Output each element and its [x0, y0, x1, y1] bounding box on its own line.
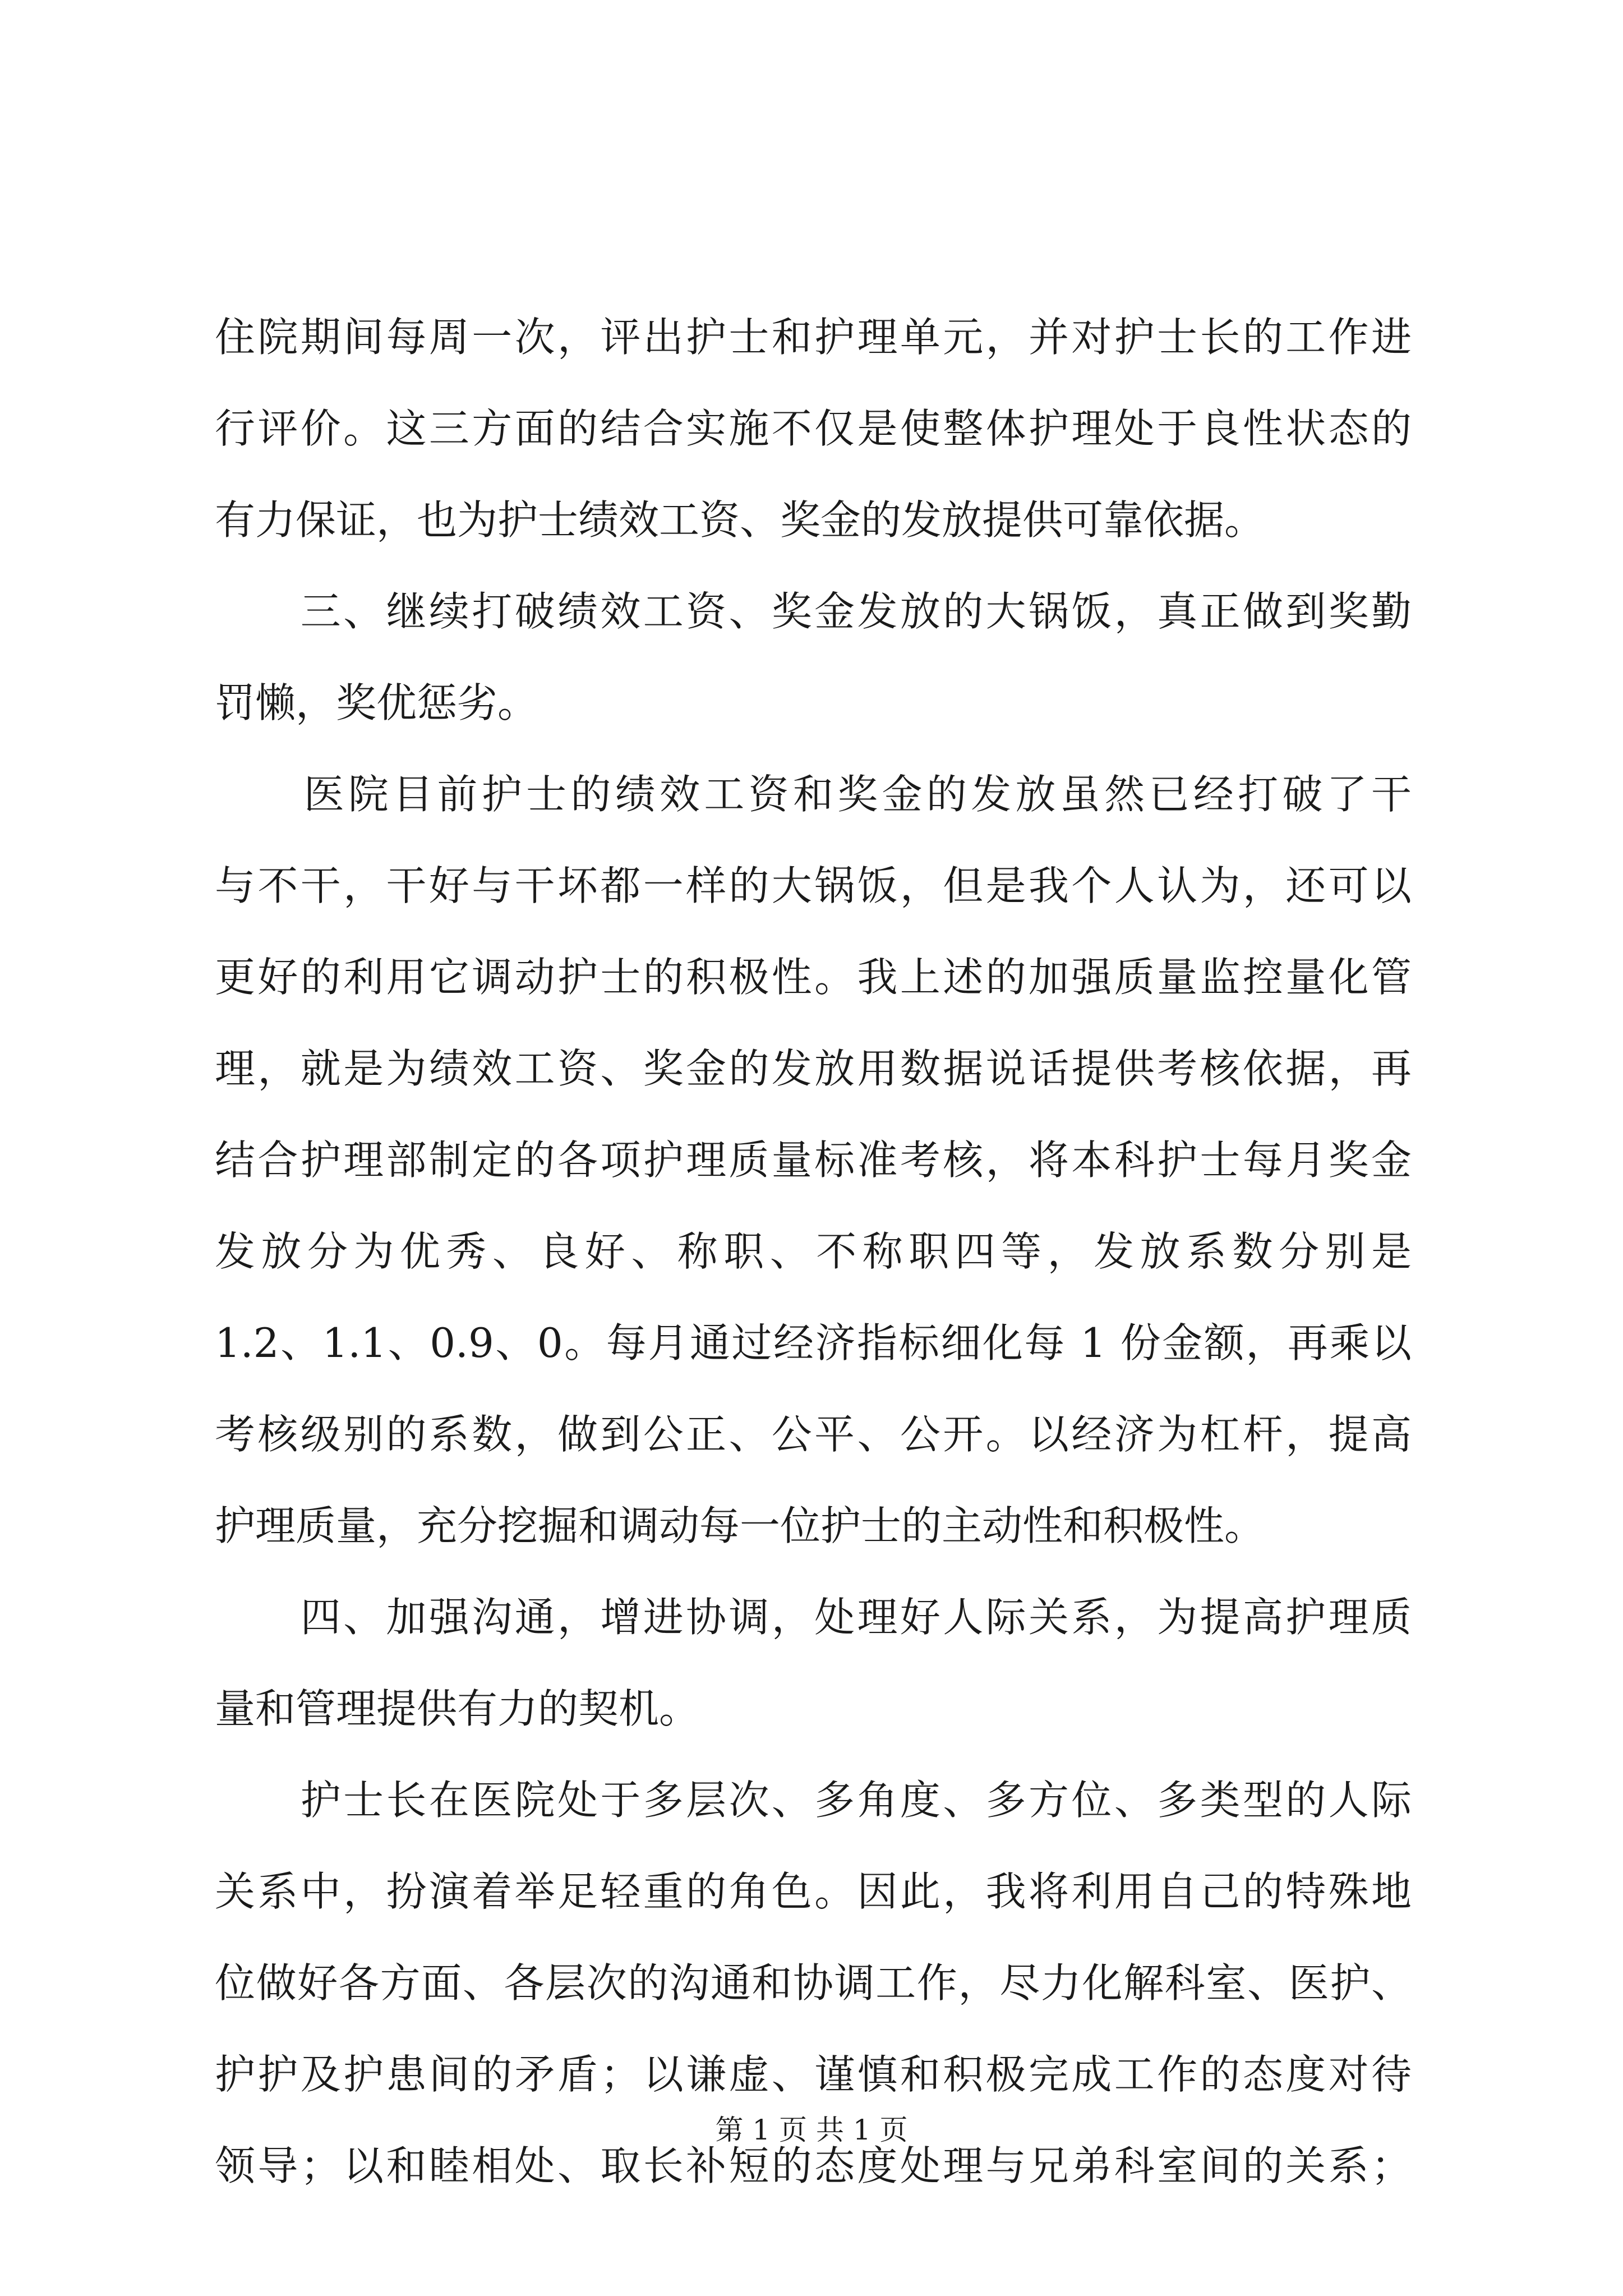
text-line: 与不干，干好与干坏都一样的大锅饭，但是我个人认为，还可以	[215, 862, 1412, 909]
text-line: 行评价。这三方面的结合实施不仅是使整体护理处于良性状态的	[215, 405, 1412, 452]
text-line: 护理质量，充分挖掘和调动每一位护士的主动性和积极性。	[215, 1502, 1265, 1549]
document-body	[215, 292, 1412, 2212]
text-line: 护士长在医院处于多层次、多角度、多方位、多类型的人际	[215, 1777, 1412, 1824]
text-line: 结合护理部制定的各项护理质量标准考核，将本科护士每月奖金	[215, 1137, 1412, 1184]
text-line: 考核级别的系数，做到公正、公平、公开。以经济为杠杆，提高	[215, 1411, 1412, 1458]
text-line: 发放分为优秀、良好、称职、不称职四等，发放系数分别是	[215, 1228, 1412, 1275]
text-line: 有力保证，也为护士绩效工资、奖金的发放提供可靠依据。	[215, 496, 1265, 544]
text-line: 关系中，扮演着举足轻重的角色。因此，我将利用自己的特殊地	[215, 1868, 1412, 1915]
text-line: 更好的利用它调动护士的积极性。我上述的加强质量监控量化管	[215, 954, 1412, 1001]
text-line: 理，就是为绩效工资、奖金的发放用数据说话提供考核依据，再	[215, 1045, 1412, 1092]
page-footer: 第 1 页 共 1 页	[715, 2114, 908, 2146]
text-line: 医院目前护士的绩效工资和奖金的发放虽然已经打破了干	[215, 771, 1412, 818]
text-line: 四、加强沟通，增进协调，处理好人际关系，为提高护理质	[215, 1594, 1412, 1641]
text-line: 三、继续打破绩效工资、奖金发放的大锅饭，真正做到奖勤	[215, 588, 1412, 635]
text-line: 领导；以和睦相处、取长补短的态度处理与兄弟科室间的关系；	[215, 2142, 1412, 2189]
text-line: 罚懒，奖优惩劣。	[215, 679, 538, 726]
text-line: 护护及护患间的矛盾；以谦虚、谨慎和积极完成工作的态度对待	[215, 2051, 1412, 2098]
text-line: 量和管理提供有力的契机。	[215, 1685, 700, 1732]
text-line: 位做好各方面、各层次的沟通和协调工作，尽力化解科室、医护、	[215, 1959, 1412, 2007]
text-line: 1.2、1.1、0.9、0。每月通过经济指标细化每 1 份金额，再乘以	[215, 1319, 1412, 1366]
text-line: 住院期间每周一次，评出护士和护理单元，并对护士长的工作进	[215, 314, 1412, 361]
